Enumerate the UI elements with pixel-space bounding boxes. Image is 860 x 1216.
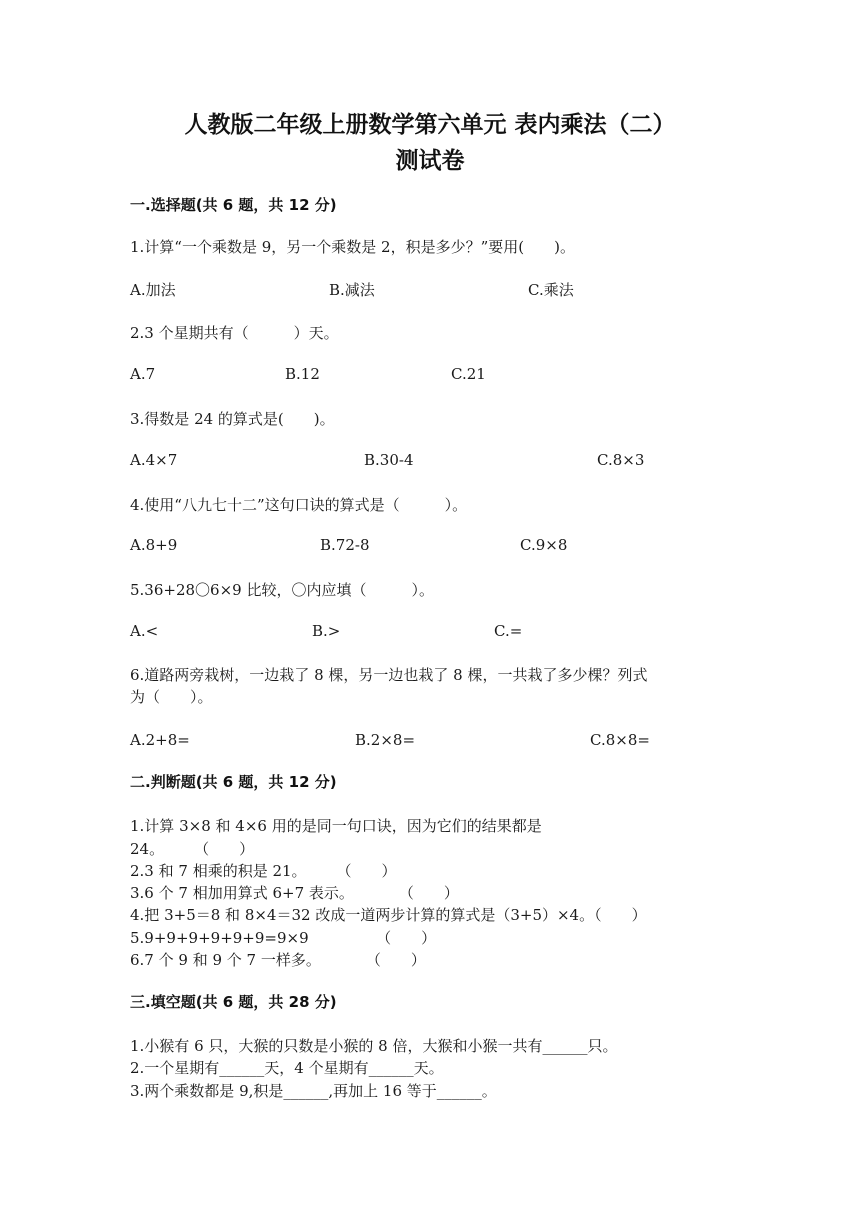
q1-2-option-a: A.7 <box>130 365 156 383</box>
q1-3-option-b: B.30-4 <box>364 451 414 469</box>
question-1-6-continued: 为（ ）。 <box>130 688 213 706</box>
section-1-heading: 一.选择题(共 6 题，共 12 分) <box>130 196 337 214</box>
fill-line-3: 3.两个乘数都是 9,积是______,再加上 16 等于______。 <box>130 1082 497 1100</box>
q1-3-option-a: A.4×7 <box>130 451 178 469</box>
question-1-2: 2.3 个星期共有（ ）天。 <box>130 324 339 342</box>
judge-line-5: 5.9+9+9+9+9+9=9×9 （ ） <box>130 929 437 947</box>
question-1-5: 5.36+28〇6×9 比较，〇内应填（ ）。 <box>130 581 434 599</box>
q1-2-option-c: C.21 <box>451 365 486 383</box>
section-3-heading: 三.填空题(共 6 题，共 28 分) <box>130 993 337 1011</box>
q1-3-option-c: C.8×3 <box>597 451 645 469</box>
q1-6-option-c: C.8×8= <box>590 731 650 749</box>
judge-line-3: 3.6 个 7 相加用算式 6+7 表示。 （ ） <box>130 884 459 902</box>
q1-4-option-a: A.8+9 <box>130 536 178 554</box>
judge-line-6: 6.7 个 9 和 9 个 7 一样多。 （ ） <box>130 951 426 969</box>
judge-line-4: 4.把 3+5＝8 和 8×4＝32 改成一道两步计算的算式是（3+5）×4。（ ） <box>130 906 647 924</box>
q1-4-option-c: C.9×8 <box>520 536 568 554</box>
q1-5-option-c: C.= <box>494 622 523 640</box>
question-1-6: 6.道路两旁栽树，一边栽了 8 棵，另一边也栽了 8 棵，一共栽了多少棵？列式 <box>130 666 648 684</box>
title-line-2: 测试卷 <box>395 148 465 174</box>
title-line-1: 人教版二年级上册数学第六单元 表内乘法（二） <box>184 112 676 138</box>
q1-1-option-a: A.加法 <box>130 281 176 299</box>
q1-4-option-b: B.72-8 <box>320 536 370 554</box>
section-2-heading: 二.判断题(共 6 题，共 12 分) <box>130 773 337 791</box>
fill-line-2: 2.一个星期有______天，4 个星期有______天。 <box>130 1059 444 1077</box>
question-1-4: 4.使用“八九七十二”这句口诀的算式是（ ）。 <box>130 496 468 514</box>
judge-line-2: 2.3 和 7 相乘的积是 21。 （ ） <box>130 862 397 880</box>
q1-5-option-a: A.< <box>130 622 159 640</box>
question-1-1: 1.计算“一个乘数是 9，另一个乘数是 2，积是多少？”要用( )。 <box>130 238 575 256</box>
q1-1-option-c: C.乘法 <box>528 281 574 299</box>
judge-line-1-continued: 24。 （ ） <box>130 840 255 858</box>
q1-1-option-b: B.减法 <box>329 281 375 299</box>
q1-5-option-b: B.> <box>312 622 341 640</box>
fill-line-1: 1.小猴有 6 只，大猴的只数是小猴的 8 倍，大猴和小猴一共有______只。 <box>130 1037 618 1055</box>
q1-6-option-b: B.2×8= <box>355 731 416 749</box>
q1-6-option-a: A.2+8= <box>130 731 190 749</box>
judge-line-1: 1.计算 3×8 和 4×6 用的是同一句口诀，因为它们的结果都是 <box>130 817 542 835</box>
question-1-3: 3.得数是 24 的算式是( )。 <box>130 410 335 428</box>
q1-2-option-b: B.12 <box>285 365 320 383</box>
